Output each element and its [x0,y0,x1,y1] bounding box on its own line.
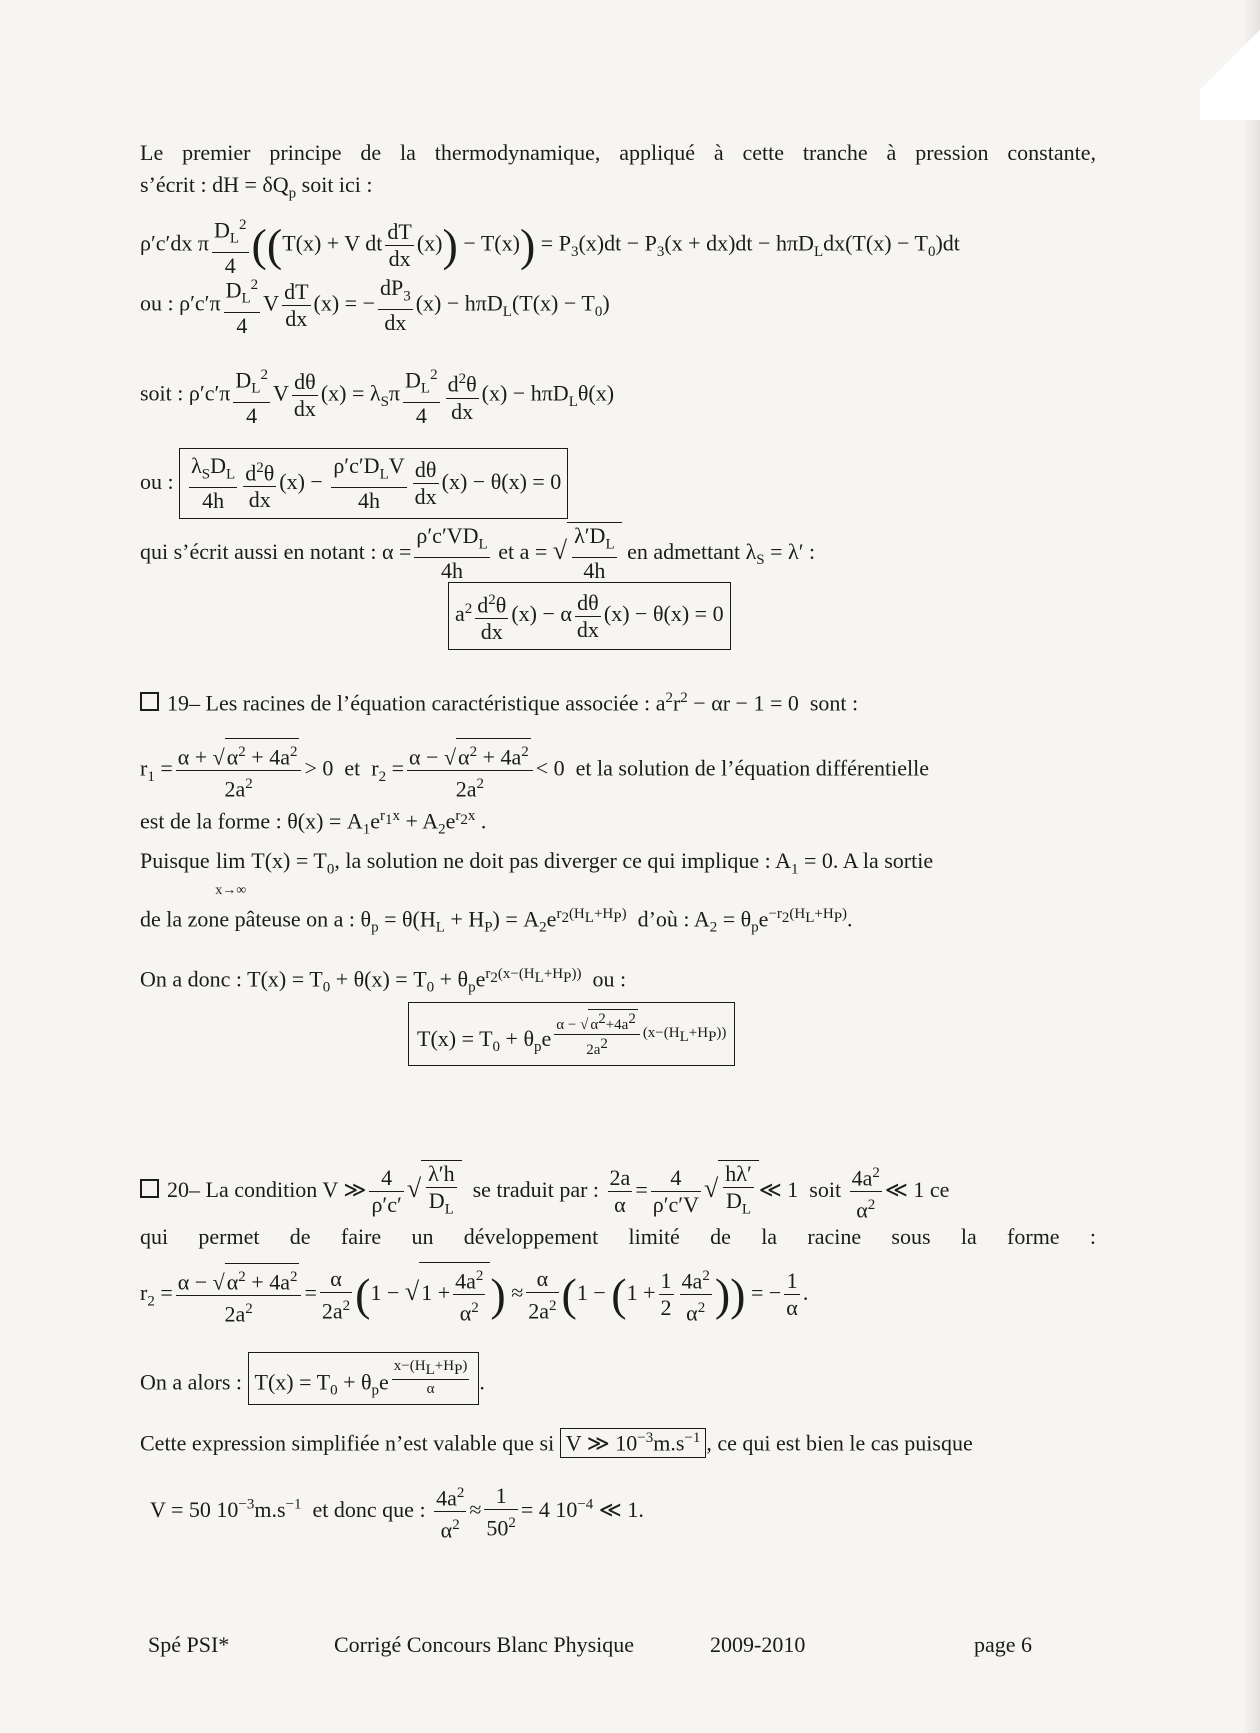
equation-2: ou : ρ′c′π $\frac{D_L^2}{4}$ V $\frac{dT}{dx}$ (x) = − $\frac{dP_3}{dx}$ $(x) - h\pi D_L(T(x) - T_0)$ [140,272,610,339]
q20-simplified: On a alors : $T(x) = T_0 + \theta_pe$ $^{\frac{x-(H_L+H_P)}{\alpha}}$ . [140,1352,485,1405]
page-edge-shadow [1242,0,1260,1733]
equation-4-boxed: ou : $\frac{\lambda_SD_L}{4h}$ $\frac{d^2\theta}{dx}$ (x) − $\frac{\rho'c'D_LV}{4h}$ $\frac{d\theta}{dx}$ (x) − θ(x) = 0 [140,448,568,519]
footer-class: Spé PSI* [148,1632,230,1657]
notation-line: qui s’écrit aussi en notant : α = $\frac{\rho'c'VD_L}{4h}$ et a = √ $\frac{\lambda'D_L}{4h}$ en admettant $\lambda_S = \lambda'$ : [140,523,816,584]
q20-validity: Cette expression simplifiée n’est valable que si V ≫ $10^{-3}m.s^{-1}$ , ce qui est bien le cas puisque [140,1428,973,1458]
q19-limit: Puisque lim x→∞ $T(x) = T_0$, la solution ne doit pas diverger ce qui implique : $A_1 = 0$. A la sortie [140,848,934,898]
equation-3: soit : ρ′c′π $\frac{D_L^2}{4}$ V $\frac{d\theta}{dx}$ $(x) = \lambda_S\pi$ $\frac{D_L^2}{4}$ $\frac{d^2\theta}{dx}$ (x) − hπD$_L$θ(x) [140,362,614,429]
equation-ode-boxed: $a^2$ $\frac{d^2\theta}{dx}$ (x) − α $\frac{d\theta}{dx}$ (x) − θ(x) = 0 [448,582,731,650]
intro-line-2: s’écrit : dH = $\delta Q_p$ soit ici : [140,172,373,202]
q19-header: 19– Les racines de l’équation caractéristique associée : $a^2r^2 - \alpha r - 1 = 0$ sont : [140,690,858,716]
checkbox-icon [140,1179,159,1198]
intro-line-1: Le premier principe de la thermodynamique, appliqué à cette tranche à pression constante, [140,140,1096,165]
footer-year: 2009-2010 [710,1632,806,1657]
equation-first-principle: ρ′c′dx π $\frac{D_L^2}{4}$ ((T(x) + V dt $\frac{dT}{dx}$ $(x)) - T(x)) = P_3(x)dt - P_3(x + dx)dt - h\pi D_Ldx(T(x) - T_0)dt$ [140,212,960,279]
footer-title: Corrigé Concours Blanc Physique [334,1632,635,1657]
footer-page: page 6 [974,1632,1033,1657]
q20-condition: 20– La condition V ≫ $\frac{4}{\rho'c'}$ √ $\frac{\lambda'h}{D_L}$ se traduit par : $\frac{2a}{\alpha}$ = $\frac{4}{\rho'c'V}$ √ $\frac{h\lambda'}{D_L}$ ≪ 1 soit $\frac{4a^2}{\alpha^2}$ ≪ 1 ce [140,1160,949,1224]
q20-development: qui permet de faire un développement limité de la racine sous la forme : [140,1224,1096,1249]
page-corner-fold [1200,0,1260,120]
checkbox-icon [140,692,159,711]
q19-form: est de la forme : $\theta(x) = A_1e^{r_1x} + A_2e^{r_2x}$ . [140,808,487,838]
q20-check: V = 50 $10^{-3}m.s^{-1}$ et donc que : $\frac{4a^2}{\alpha^2}$ ≈ $\frac{1}{50^2}$ = 4 $10^{-4}$ ≪ 1. [150,1480,644,1544]
q20-expansion: $r_2$ = $\frac{\alpha - √\alpha^2 + 4a^2}{2a^2}$ = $\frac{\alpha}{2a^2}$ (1 − √1 + $\frac{4a^2}{\alpha^2}$ ) ≈ $\frac{\alpha}{2a^2}$ (1 − (1 + $\frac{1}{2}$ $\frac{4a^2}{\alpha^2}$ )) = − $\frac{1}{\alpha}$ . [140,1262,808,1327]
q19-exit: de la zone pâteuse on a : $\theta_p = \theta(H_L + H_P) = A_2e^{r_2(H_L+H_P)}$ d’où : $A_2 = \theta_pe^{-r_2(H_L+H_P)}$. [140,906,853,936]
q19-roots: $r_1$ = $\frac{\alpha + √\alpha^2 + 4a^2}{2a^2}$ > 0 et $r_2$ = $\frac{\alpha - √\alpha^2 + 4a^2}{2a^2}$ < 0 et la solution de l’équation différentielle [140,738,929,803]
q19-result: On a donc : $T(x) = T_0 + \theta(x) = T_0 + \theta_pe^{r_2(x-(H_L+H_P))}$ ou : [140,966,627,996]
q19-boxed-solution: $T(x) = T_0 + \theta_pe$ $^{\frac{\alpha - √ \alpha^2+4a^2}{2a^2} (x-(H_L+H_P))}$ [408,1002,735,1066]
